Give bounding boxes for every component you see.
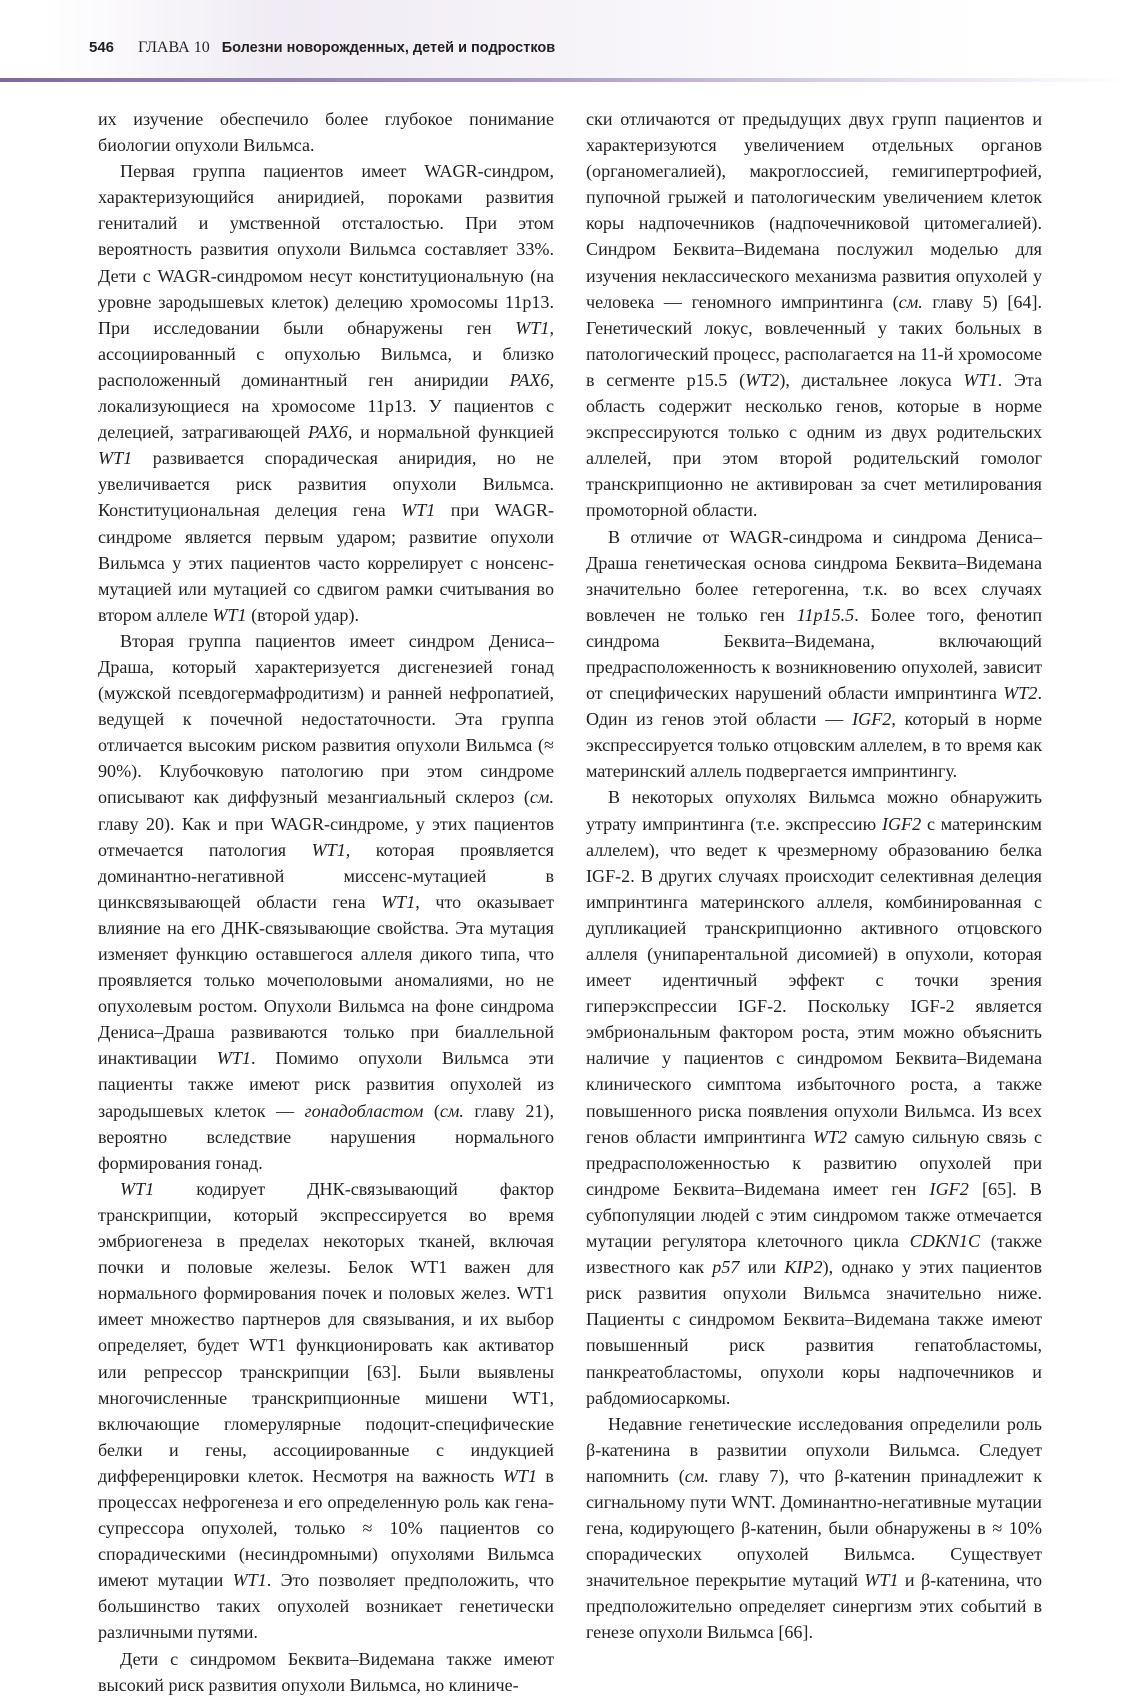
paragraph: Недавние генетические исследования определили роль β-катенина в развитии опухоли Вильмса. Следует напомнить (см. главу 7), что β-катенин принадлежит к сигнальному пути WNT. Доминантно-негативные мутации гена, кодирующего β-катенин, были обнаружены в ≈ 10% спорадических опухолей Вильмса. Существует значительное перекрытие мутаций WT1 и β-катенина, что предположительно определяет синергизм этих событий в генезе опухоли Вильмса [66]. xyxy=(586,1413,1042,1643)
paragraph: WT1 кодирует ДНК-связывающий фактор транскрипции, который экспрессируется во время эмбриогенеза в пределах некоторых тканей, включая почки и половые железы. Белок WT1 важен для нормального формирования почек и половых желез. WT1 имеет множество партнеров для связывания, и их выбор определяет, будет WT1 функционировать как активатор или репрессор транскрипции [63]. Были выявлены многочисленные транскрипционные мишени WT1, включающие гломерулярные подоцит-специфические белки и гены, ассоциированные с индукцией дифференцировки клеток. Несмотря на важность WT1 в процессах нефрогенеза и его определенную роль как гена-супрессора опухолей, только ≈ 10% пациентов со спорадическими (несиндромными) опухолями Вильмса имеют мутации WT1. Это позволяет предположить, что большинство таких опухолей возникает генетически различными путями. xyxy=(98,1178,554,1643)
paragraph: Вторая группа пациентов имеет синдром Дениса–Драша, который характеризуется дисгенезией гонад (мужской псевдогермафродитизм) и ранней нефропатией, ведущей к почечной недостаточности. Эта группа отличается высоким риском развития опухоли Вильмса (≈ 90%). Клубочковую патологию при этом синдроме описывают как диффузный мезангиальный склероз (см. главу 20). Как и при WAGR-синдроме, у этих пациентов отмечается патология WT1, которая проявляется доминантно-негативной миссенс-мутацией в цинксвязывающей области гена WT1, что оказывает влияние на его ДНК-связывающие свойства. Эта мутация изменяет функцию оставшегося аллеля дикого типа, что проявляется только мочеполовыми аномалиями, но не опухолевым ростом. Опухоли Вильмса на фоне синдрома Дениса–Драша развиваются только при биаллельной инактивации WT1. Помимо опухоли Вильмса эти пациенты также имеют риск развития опухолей из зародышевых клеток — гонадобластом (см. главу 21), вероятно вследствие нарушения нормального формирования гонад. xyxy=(98,630,554,1173)
paragraph: Первая группа пациентов имеет WAGR-синдром, характеризующийся аниридией, пороками развития гениталий и умственной отсталостью. При этом вероятность развития опухоли Вильмса составляет 33%. Дети с WAGR-синдромом несут конституциональную (на уровне зародышевых клеток) делецию хромосомы 11p13. При исследовании были обнаружены ген WT1, ассоциированный с опухолью Вильмса, и близко расположенный доминантный ген аниридии PAX6, локализующиеся на хромосоме 11p13. У пациентов с делецией, затрагивающей PAX6, и нормальной функцией WT1 развивается спорадическая аниридия, но не увеличивается риск развития опухоли Вильмса. Конституциональная делеция гена WT1 при WAGR-синдроме является первым ударом; развитие опухоли Вильмса у этих пациентов часто коррелирует с нонсенс-мутацией или мутацией со сдвигом рамки считывания во втором аллеле WT1 (второй удар). xyxy=(98,161,554,625)
paragraph: их изучение обеспечило более глубокое понимание биологии опухоли Вильмса. xyxy=(98,109,554,156)
text-column-left xyxy=(98,106,554,1698)
paragraph: В некоторых опухолях Вильмса можно обнаружить утрату импринтинга (т.е. экспрессию IGF2 с материнским аллелем), что ведет к чрезмерному образованию белка IGF-2. В других случаях происходит селективная делеция импринтинга материнского аллеля, комбинированная с дупликацией транскрипционно активного отцовского аллеля (унипарентальной дисомией) в опухоли, которая имеет идентичный эффект с точки зрения гиперэкспрессии IGF-2. Поскольку IGF-2 является эмбриональным фактором роста, этим можно объяснить наличие у пациентов с синдромом Беквита–Видемана клинического симптома избыточного роста, а также повышенного риска появления опухоли Вильмса. Из всех генов области импринтинга WT2 самую сильную связь с предрасположенностью к развитию опухолей при синдроме Беквита–Видемана имеет ген IGF2 [65]. В субпопуляции людей с этим синдромом также отмечается мутации регулятора клеточного цикла CDKN1C (также известного как p57 или KIP2), однако у этих пациентов риск развития опухоли Вильмса значительно ниже. Пациенты с синдромом Беквита–Видемана также имеют повышенный риск развития гепатобластомы, панкреатобластомы, опухоли коры надпочечников и рабдомиосаркомы. xyxy=(586,787,1043,1408)
paragraph: ски отличаются от предыдущих двух групп пациентов и характеризуются увеличением отдельных органов (органомегалией), макроглоссией, гемигипертрофией, пупочной грыжей и патологическим увеличением клеток коры надпочечников (надпочечниковой цитомегалией). Синдром Беквита–Видемана послужил моделью для изучения неклассического механизма развития опухолей у человека — геномного импринтинга (см. главу 5) [64]. Генетический локус, вовлеченный у таких больных в патологический процесс, располагается на 11-й хромосоме в сегменте p15.5 (WT2), дистальнее локуса WT1. Эта область содержит несколько генов, которые в норме экспрессируются только с одним из двух родительских аллелей, при этом второй родительский гомолог транскрипционно не активирован за счет метилирования промоторной области. xyxy=(586,109,1042,521)
chapter-label: ГЛАВА 10 xyxy=(138,39,210,56)
running-head xyxy=(89,37,555,58)
paragraph: Дети с синдромом Беквита–Видемана также имеют высокий риск развития опухоли Вильмса, но клиниче- xyxy=(98,1648,554,1695)
paragraph: В отличие от WAGR-синдрома и синдрома Дениса–Драша генетическая основа синдрома Беквита–Видемана значительно более гетерогенна, т.к. во всех случаях вовлечен не только ген 11p15.5. Более того, фенотип синдрома Беквита–Видемана, включающий предрасположенность к возникновению опухолей, зависит от специфических нарушений области импринтинга WT2. Один из генов этой области — IGF2, который в норме экспрессируется только отцовским аллелем, в то время как материнский аллель подвергается импринтингу. xyxy=(586,526,1042,782)
chapter-title: Болезни новорожденных, детей и подростков xyxy=(221,40,556,56)
page-number: 546 xyxy=(89,39,115,56)
page-header xyxy=(0,0,1131,82)
text-column-right xyxy=(586,106,1042,1646)
header-rule xyxy=(0,78,1131,82)
